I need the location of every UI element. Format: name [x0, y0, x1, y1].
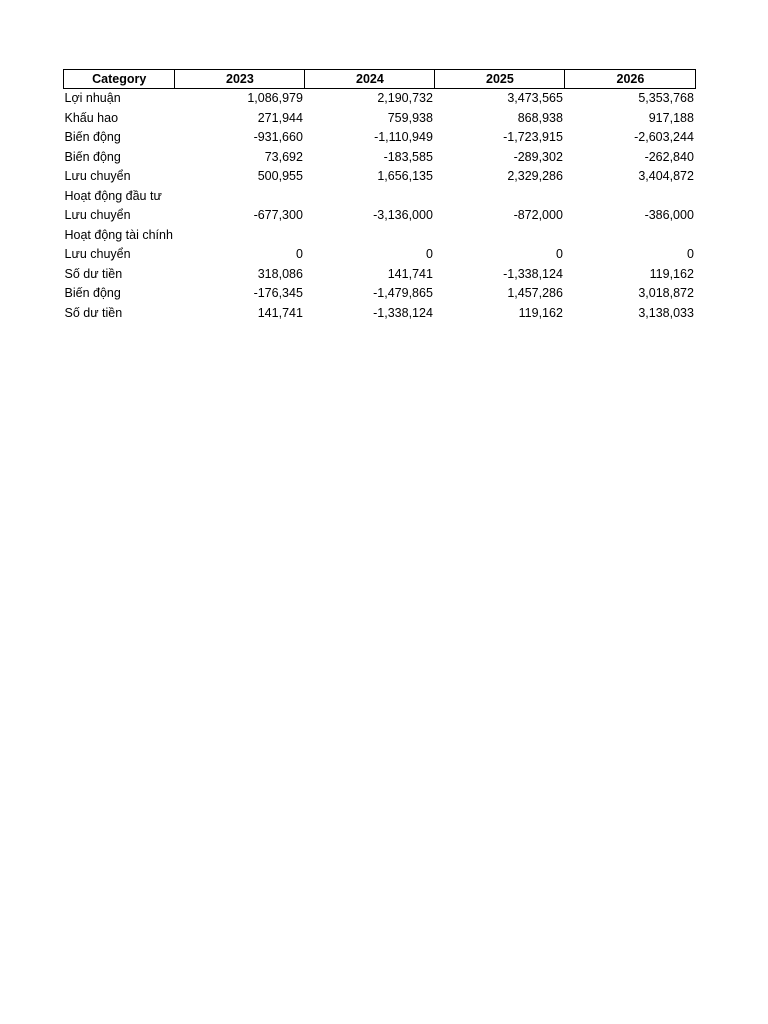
cell-value: 3,473,565 [507, 91, 563, 106]
row-label: Lưu chuyển [64, 208, 131, 223]
cell-value: 868,938 [517, 110, 563, 125]
table-row [64, 89, 696, 109]
table-row [64, 206, 696, 226]
cell-value: 500,955 [257, 169, 303, 184]
cell-value: 1,086,979 [247, 91, 303, 106]
cell-value: 119,162 [518, 305, 563, 320]
cell-value: 0 [295, 247, 303, 262]
cell-value: 0 [686, 247, 694, 262]
table-row [64, 167, 696, 187]
cell-value [175, 226, 305, 246]
cell-value: -1,338,124 [373, 305, 433, 320]
cell-value [305, 226, 435, 246]
cell-value: 759,938 [387, 110, 433, 125]
cell-value: 119,162 [649, 266, 694, 281]
row-label: Lưu chuyển [64, 247, 131, 262]
table-row [64, 284, 696, 304]
row-label: Số dư tiền [64, 266, 123, 281]
header-2025: 2025 [435, 70, 565, 89]
cell-value: -1,479,865 [373, 286, 433, 301]
header-category: Category [64, 70, 175, 89]
row-label: Biến động [64, 286, 121, 301]
cell-value: 73,692 [264, 149, 303, 164]
cell-value: -289,302 [513, 149, 563, 164]
cell-value: -872,000 [513, 208, 563, 223]
cell-value [175, 187, 305, 207]
cell-value: 141,741 [387, 266, 433, 281]
cell-value: 1,457,286 [507, 286, 563, 301]
cell-value: -1,110,949 [374, 130, 433, 145]
table-body [64, 89, 696, 324]
section-row [64, 187, 696, 207]
row-label: Khấu hao [64, 110, 119, 125]
cell-value: 917,188 [648, 110, 694, 125]
cell-value: 271,944 [257, 110, 303, 125]
header-2023: 2023 [175, 70, 305, 89]
row-label: Biến động [64, 130, 121, 145]
row-label: Lưu chuyển [64, 169, 131, 184]
table-row [64, 245, 696, 265]
header-2024: 2024 [305, 70, 435, 89]
cell-value: -2,603,244 [634, 130, 694, 145]
cell-value: 0 [425, 247, 433, 262]
table-row [64, 109, 696, 129]
table-row [64, 148, 696, 168]
cell-value: 5,353,768 [638, 91, 694, 106]
table-row [64, 265, 696, 285]
section-label: Hoạt động đầu tư [64, 188, 162, 203]
cell-value: 318,086 [257, 266, 303, 281]
cell-value [565, 226, 696, 246]
cell-value: -1,723,915 [503, 130, 563, 145]
header-2026: 2026 [565, 70, 696, 89]
cell-value: 2,329,286 [507, 169, 563, 184]
cell-value: 3,404,872 [638, 169, 694, 184]
cell-value [305, 187, 435, 207]
section-label: Hoạt động tài chính [64, 227, 173, 242]
cell-value: -3,136,000 [373, 208, 433, 223]
section-row [64, 226, 696, 246]
cell-value: -931,660 [253, 130, 303, 145]
cell-value: -262,840 [644, 149, 694, 164]
cell-value: 1,656,135 [377, 169, 433, 184]
cell-value: -1,338,124 [503, 266, 563, 281]
cell-value [435, 226, 565, 246]
cash-flow-table [63, 69, 696, 323]
cell-value [435, 187, 565, 207]
spreadsheet [63, 69, 696, 323]
table-row [64, 128, 696, 148]
cell-value: 3,018,872 [638, 286, 694, 301]
cell-value: 141,741 [257, 305, 303, 320]
table-row [64, 304, 696, 324]
cell-value: -176,345 [253, 286, 303, 301]
cell-value: 3,138,033 [638, 305, 694, 320]
header-row [64, 70, 696, 89]
cell-value: -183,585 [383, 149, 433, 164]
cell-value: 0 [555, 247, 563, 262]
cell-value: 2,190,732 [377, 91, 433, 106]
row-label: Số dư tiền [64, 305, 123, 320]
row-label: Lợi nhuận [64, 91, 121, 106]
cell-value: -677,300 [253, 208, 303, 223]
row-label: Biến động [64, 149, 121, 164]
cell-value [565, 187, 696, 207]
cell-value: -386,000 [644, 208, 694, 223]
